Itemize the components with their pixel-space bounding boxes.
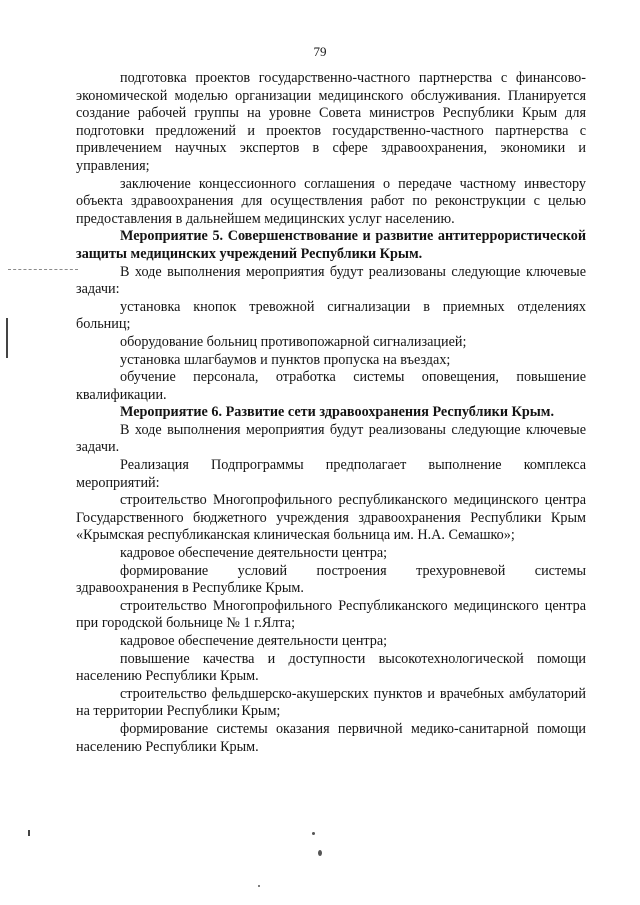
- paragraph-tasks-intro: В ходе выполнения мероприятия будут реализованы следующие ключевые задачи:: [76, 263, 586, 298]
- list-item-staff-training: обучение персонала, отработка системы оповещения, повышение квалификации.: [76, 369, 586, 403]
- scan-speck: [312, 832, 315, 835]
- list-item-three-level-system: формирование условий построения трехуровневой системы здравоохранения в Республике Крым.: [76, 562, 586, 597]
- document-body: [76, 70, 586, 756]
- heading-measure-5: Мероприятие 5. Совершенствование и развитие антитеррористической защиты медицинских учреждений Республики Крым.: [76, 228, 586, 262]
- heading-measure-6: Мероприятие 6. Развитие сети здравоохранения Республики Крым.: [120, 404, 555, 421]
- paragraph-tasks-intro-2: В ходе выполнения мероприятия будут реализованы следующие ключевые задачи.: [76, 421, 586, 456]
- scan-speck: [318, 850, 322, 856]
- paragraph-ppp-preparation: подготовка проектов государственно-частного партнерства с финансово-экономической моделью организации медицинского обслуживания. Планируется создание рабочей группы на уровне Совета министров Республики Крым для подготовки предложений и проектов государственно-частного партнерства с привлечением научных экспертов в сфере здравоохранения, экономики и управления;: [76, 70, 586, 174]
- list-item-fire-alarm: оборудование больниц противопожарной сигнализацией;: [120, 333, 467, 350]
- list-item-barriers: установка шлагбаумов и пунктов пропуска на въездах;: [120, 351, 451, 368]
- list-item-semashko-center: строительство Многопрофильного республиканского медицинского центра Государственного бюджетного учреждения здравоохранения Республики Крым «Крымская республиканская клиническая больница им. Н.А. Семашко»;: [76, 492, 586, 544]
- paragraph-implementation: Реализация Подпрограммы предполагает выполнение комплекса мероприятий:: [76, 457, 586, 491]
- scan-margin-mark: [28, 830, 30, 836]
- list-item-primary-care: формирование системы оказания первичной медико-санитарной помощи населению Республики Крым.: [76, 720, 586, 755]
- list-item-alarm-buttons: установка кнопок тревожной сигнализации в приемных отделениях больниц;: [76, 298, 586, 333]
- scan-artifact-line: [8, 269, 78, 270]
- scan-margin-mark: [6, 318, 8, 358]
- paragraph-concession: заключение концессионного соглашения о передаче частному инвестору объекта здравоохранения для осуществления работ по реконструкции с целью предоставления в дальнейшем медицинских услуг населению.: [76, 175, 586, 227]
- list-item-center-staffing-2: кадровое обеспечение деятельности центра;: [120, 633, 388, 649]
- list-item-hightech-care: повышение качества и доступности высокотехнологической помощи населению Республики Крым.: [76, 650, 586, 685]
- list-item-feldsher-points: строительство фельдшерско-акушерских пунктов и врачебных амбулаторий на территории Республики Крым;: [76, 685, 586, 720]
- list-item-center-staffing: кадровое обеспечение деятельности центра;: [120, 545, 388, 562]
- scan-speck: [258, 885, 260, 887]
- list-item-yalta-center: строительство Многопрофильного Республиканского медицинского центра при городской больнице № 1 г.Ялта;: [76, 597, 586, 632]
- page-number: 79: [313, 44, 327, 59]
